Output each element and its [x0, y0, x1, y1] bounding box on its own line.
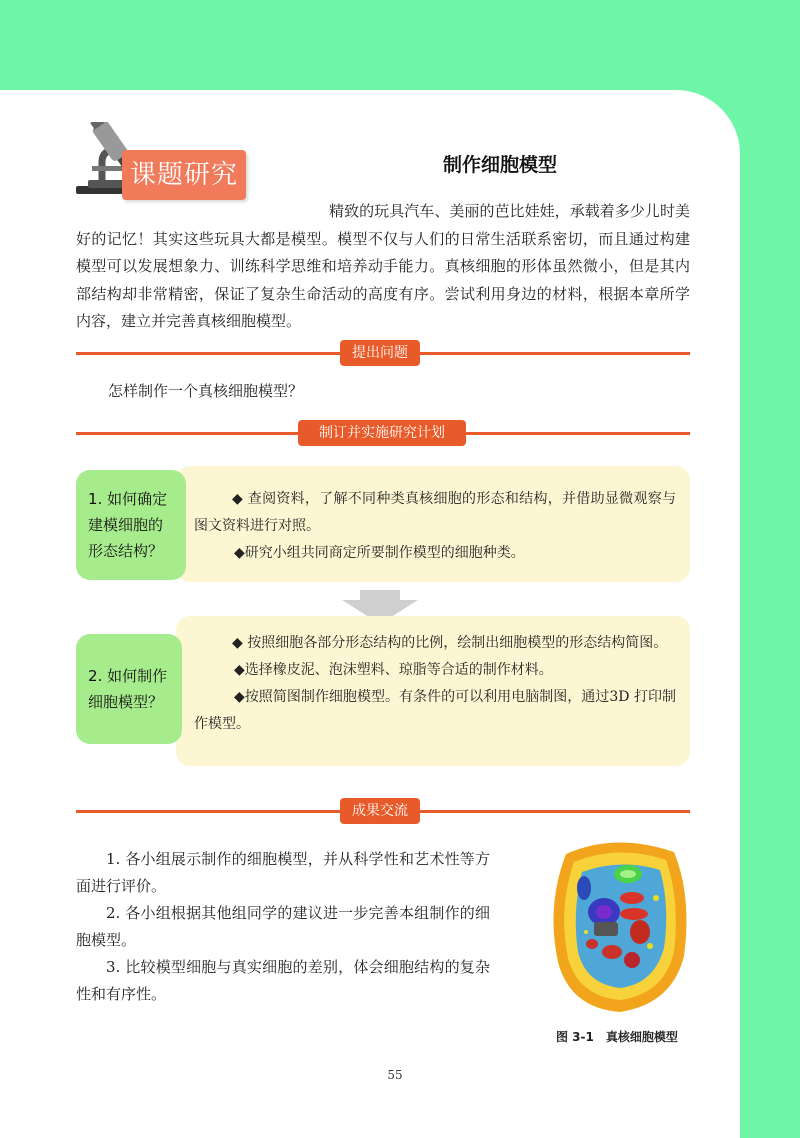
step-2-answer-box — [176, 616, 690, 766]
step-2-item-3: ◆按照简图制作细胞模型。有条件的可以利用电脑制图，通过3D 打印制作模型。 — [194, 689, 676, 732]
result-item-3: 3. 比较模型细胞与真实细胞的差别，体会细胞结构的复杂性和有序性。 — [76, 958, 490, 1003]
results-list — [76, 846, 490, 1008]
step-1-item-1: ◆ 查阅资料，了解不同种类真核细胞的形态和结构，并借助显微观察与图文资料进行对照。 — [194, 491, 676, 534]
result-item-2: 2. 各小组根据其他组同学的建议进一步完善本组制作的细胞模型。 — [76, 904, 490, 949]
cell-model-image — [546, 836, 692, 1014]
step-1-question: 1. 如何确定建模细胞的形态结构？ — [88, 490, 168, 560]
step-2-item-2: ◆选择橡皮泥、泡沫塑料、琼脂等合适的制作材料。 — [234, 662, 553, 678]
step-1-answer-box — [176, 466, 690, 582]
intro-first-line: 精致的玩具汽车、美丽的芭比娃娃，承载着多少儿 — [329, 202, 660, 220]
step-2-item-1: ◆ 按照细胞各部分形态结构的比例，绘制出细胞模型的形态结构简图。 — [232, 635, 668, 651]
section-heading-plan: 制订并实施研究计划 — [298, 420, 466, 446]
step-2-question: 2. 如何制作细胞模型？ — [88, 667, 168, 711]
intro-rest: 时美好的记忆！其实这些玩具大都是模型。模型不仅与人们的日常生活联系密切，而且通过构建模型可以发展想象力、训练科学思维和培养动手能力。真核细胞的形体虽然微小，但是其内部结构却非常精密，保证了复杂生命活动的高度有序。尝试利用身边的材料，根据本章所学内容，建立并完善真核细胞模型。 — [76, 202, 690, 330]
result-item-1: 1. 各小组展示制作的细胞模型，并从科学性和艺术性等方面进行评价。 — [76, 850, 490, 895]
section-heading-ask: 提出问题 — [340, 340, 420, 366]
section-badge: 课题研究 — [122, 150, 246, 200]
research-question: 怎样制作一个真核细胞模型？ — [108, 382, 304, 400]
page-title: 制作细胞模型 — [442, 154, 557, 176]
step-1-question-box — [76, 470, 186, 580]
section-heading-share: 成果交流 — [340, 798, 420, 824]
page-number: 55 — [387, 1068, 403, 1082]
step-2-question-box — [76, 634, 182, 744]
step-1-item-2: ◆研究小组共同商定所要制作模型的细胞种类。 — [234, 545, 525, 561]
figure-caption: 图 3-1 真核细胞模型 — [556, 1030, 678, 1044]
intro-paragraph — [76, 198, 690, 336]
